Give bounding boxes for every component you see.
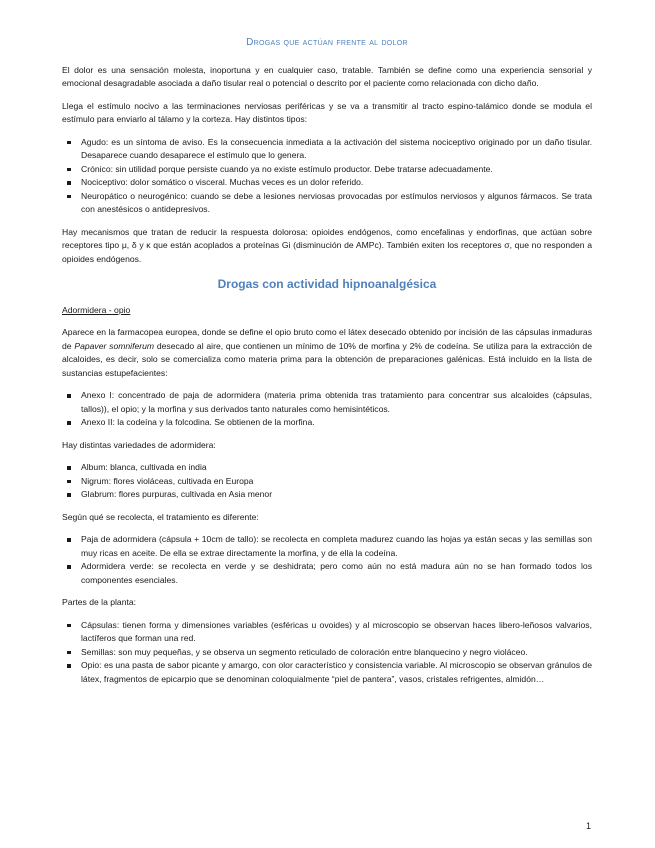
variedades-paragraph: Hay distintas variedades de adormidera: [62,439,216,450]
document-title: Drogas que actúan frente al dolor [246,37,408,48]
anexos-list [62,389,592,430]
recoleccion-list [62,533,592,587]
list-item: Anexo II: la codeína y la folcodina. Se obtienen de la morfina. [62,416,592,430]
list-item: Opio: es una pasta de sabor picante y amargo, con olor característico y consistencia variable. Al microscopio se observan gránulos de látex, fragmentos de epicarpio que se denominan coloquialmente “piel de pantera”, vasos, cristales refrigentes, almidón… [62,659,592,686]
list-item: Glabrum: flores purpuras, cultivada en Asia menor [62,488,592,502]
list-item: Agudo: es un síntoma de aviso. Es la consecuencia inmediata a la activación del sistema nociceptivo originado por un daño tisular. Desaparece cuando desaparece el estímulo que lo genera. [62,136,592,163]
opio-text-start: Aparece en la farmacopea europea, donde se define el opio bruto como el látex desecado obtenido por incisión de las cápsulas inmaduras de [62,327,592,351]
intro-paragraph-2: Llega el estímulo nocivo a las terminaciones nerviosas periféricas y se va a transmitir al tracto espino-talámico donde se modula el estímulo para enviarlo al tálamo y la corteza. Hay distintos tipos: [62,100,592,124]
list-item: Nociceptivo: dolor somático o visceral. Muchas veces es un dolor referido. [62,176,592,190]
partes-list [62,619,592,687]
list-item: Cápsulas: tienen forma y dimensiones variables (esféricas u ovoides) y al microscopio se observan haces libero-leñosos valvarios, lactíferos que forman una red. [62,619,592,646]
list-item: Nigrum: flores violáceas, cultivada en Europa [62,475,592,489]
page-number: 1 [585,821,591,831]
list-item: Crónico: sin utilidad porque persiste cuando ya no existe estímulo productor. Debe tratarse adecuadamente. [62,163,592,177]
list-item: Adormidera verde: se recolecta en verde y se deshidrata; pero como aún no está madura aún no se han formado todos los componentes esenciales. [62,560,592,587]
species-name: Papaver somniferum [74,340,155,351]
list-item: Semillas: son muy pequeñas, y se observa un segmento reticulado de coloración entre blanquecino y negro violáceo. [62,646,592,660]
opio-text-end: desecado al aire, que contienen un mínimo de 10% de morfina y 2% de codeína. Se utiliza para la extracción de alcaloides, es decir, solo se comercializa como materia prima para la obtención de preparaciones galénicas. Está incluido en la lista de sustancias estupefacientes: [62,340,592,378]
intro-paragraph-1: El dolor es una sensación molesta, inoportuna y en cualquier caso, tratable. También se define como una experiencia sensorial y emocional desagradable asociada a daño tisular real o potencial o descrito por el paciente como relacionada con dicho daño. [62,64,592,88]
list-item: Paja de adormidera (cápsula + 10cm de tallo): se recolecta en completa madurez cuando las hojas ya están secas y las semillas son muy ricas en aceite. De ella se extrae directamente la morfina, y de ella la codeína. [62,533,592,560]
variedades-list [62,461,592,502]
list-item: Anexo I: concentrado de paja de adormidera (materia prima obtenida tras tratamiento para concentrar sus alcaloides (cápsulas, tallos)), el opio; y la morfina y sus derivados tanto naturales como hemisintéticos. [62,389,592,416]
list-item: Neuropático o neurogénico: cuando se debe a lesiones nerviosas provocadas por estímulos nerviosos y algunos fármacos. Se trata con anestésicos o antidepresivos. [62,190,592,217]
pain-types-list [62,136,592,217]
opio-paragraph [62,326,592,380]
subsection-heading: Adormidera - opio [62,304,131,315]
section-heading: Drogas con actividad hipnoanalgésica [217,277,437,291]
partes-paragraph: Partes de la planta: [62,597,137,607]
list-item: Album: blanca, cultivada en india [62,461,592,475]
document-page [62,36,592,695]
mechanisms-paragraph: Hay mecanismos que tratan de reducir la respuesta dolorosa: opioides endógenos, como encefalinas y endorfinas, que actúan sobre receptores tipo μ, δ y κ que están acoplados a proteínas Gi (disminución de AMPc). También exiten los receptores σ, que no responden a opioides endógenos. [62,226,592,264]
recoleccion-paragraph: Según qué se recolecta, el tratamiento es diferente: [62,511,259,522]
